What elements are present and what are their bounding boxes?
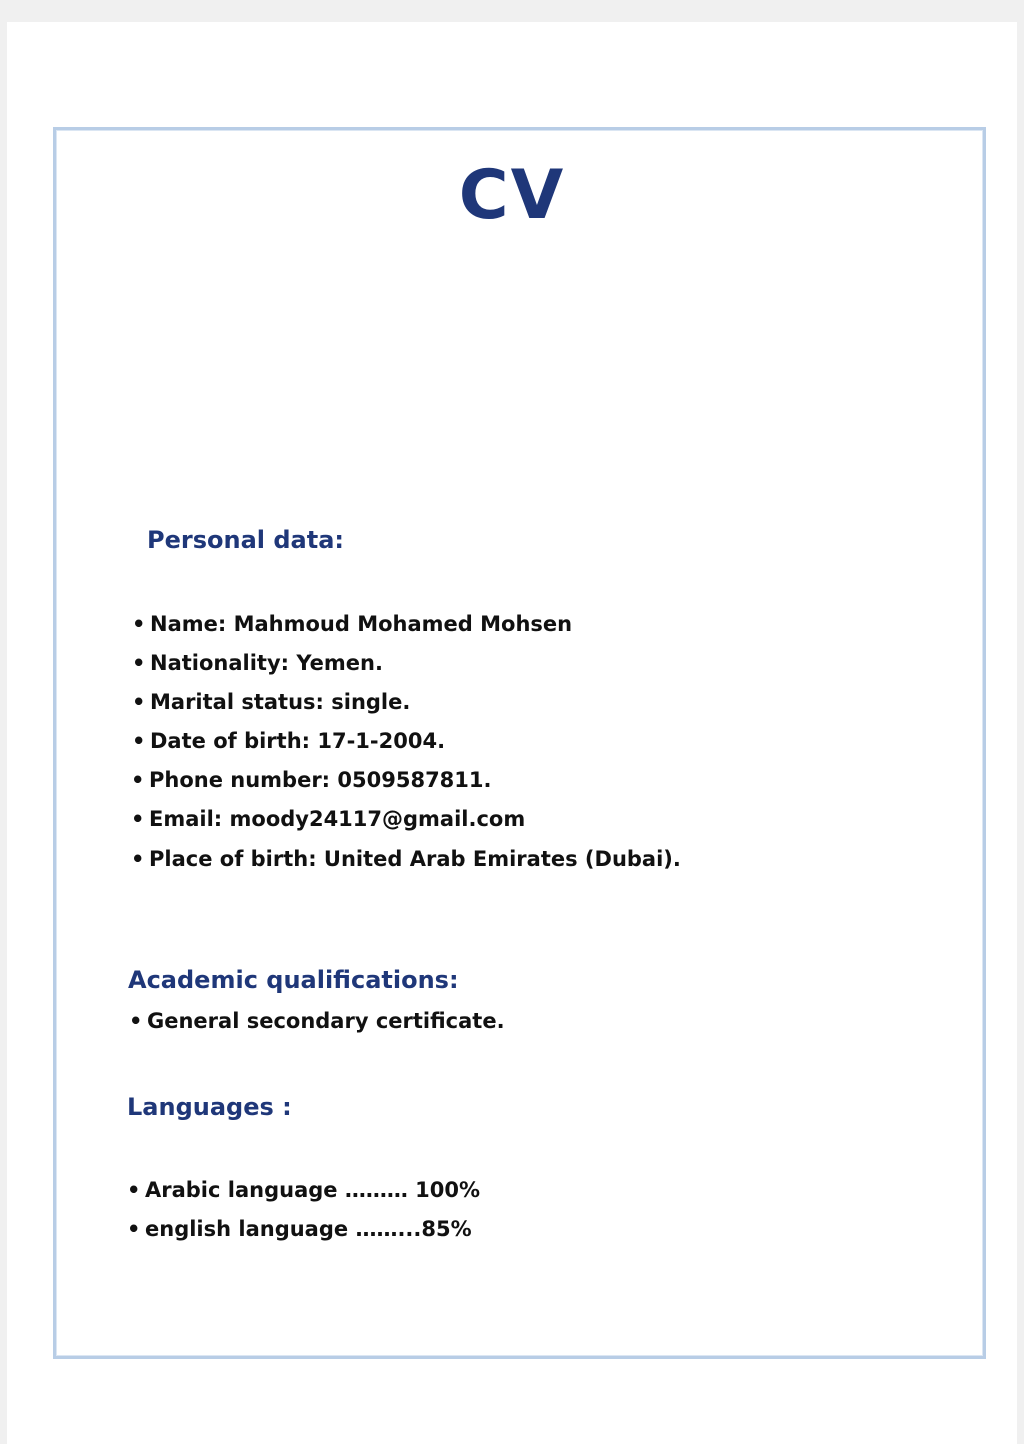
bullet-icon: •	[132, 690, 146, 714]
list-item	[131, 809, 525, 830]
list-item	[132, 653, 383, 674]
bullet-icon: •	[127, 1217, 141, 1241]
list-item	[132, 731, 445, 752]
cv-page	[7, 22, 1017, 1444]
bullet-icon: •	[132, 612, 146, 636]
personal-phone: Phone number: 0509587811.	[149, 768, 492, 792]
list-item	[131, 770, 492, 791]
list-item	[127, 1180, 480, 1201]
bullet-icon: •	[131, 807, 145, 831]
personal-name: Name: Mahmoud Mohamed Mohsen	[150, 612, 573, 636]
academic-qualifications-heading: Academic qualifications:	[128, 966, 459, 994]
personal-data-heading: Personal data:	[147, 526, 344, 554]
personal-marital-status: Marital status: single.	[150, 690, 411, 714]
personal-place-of-birth: Place of birth: United Arab Emirates (Dubai).	[149, 847, 681, 871]
language-english: english language ……...85%	[145, 1217, 472, 1241]
list-item	[131, 849, 681, 870]
list-item	[129, 1011, 505, 1032]
list-item	[127, 1219, 472, 1240]
personal-date-of-birth: Date of birth: 17-1-2004.	[150, 729, 446, 753]
cv-title: CV	[458, 156, 566, 235]
personal-nationality: Nationality: Yemen.	[150, 651, 383, 675]
bullet-icon: •	[131, 847, 145, 871]
bullet-icon: •	[129, 1009, 143, 1033]
bullet-icon: •	[132, 729, 146, 753]
list-item	[132, 614, 572, 635]
bullet-icon: •	[132, 651, 146, 675]
bullet-icon: •	[127, 1178, 141, 1202]
personal-email: Email: moody24117@gmail.com	[149, 807, 526, 831]
languages-heading: Languages :	[127, 1093, 292, 1121]
academic-item: General secondary certificate.	[147, 1009, 505, 1033]
language-arabic: Arabic language ……… 100%	[145, 1178, 481, 1202]
bullet-icon: •	[131, 768, 145, 792]
list-item	[132, 692, 410, 713]
